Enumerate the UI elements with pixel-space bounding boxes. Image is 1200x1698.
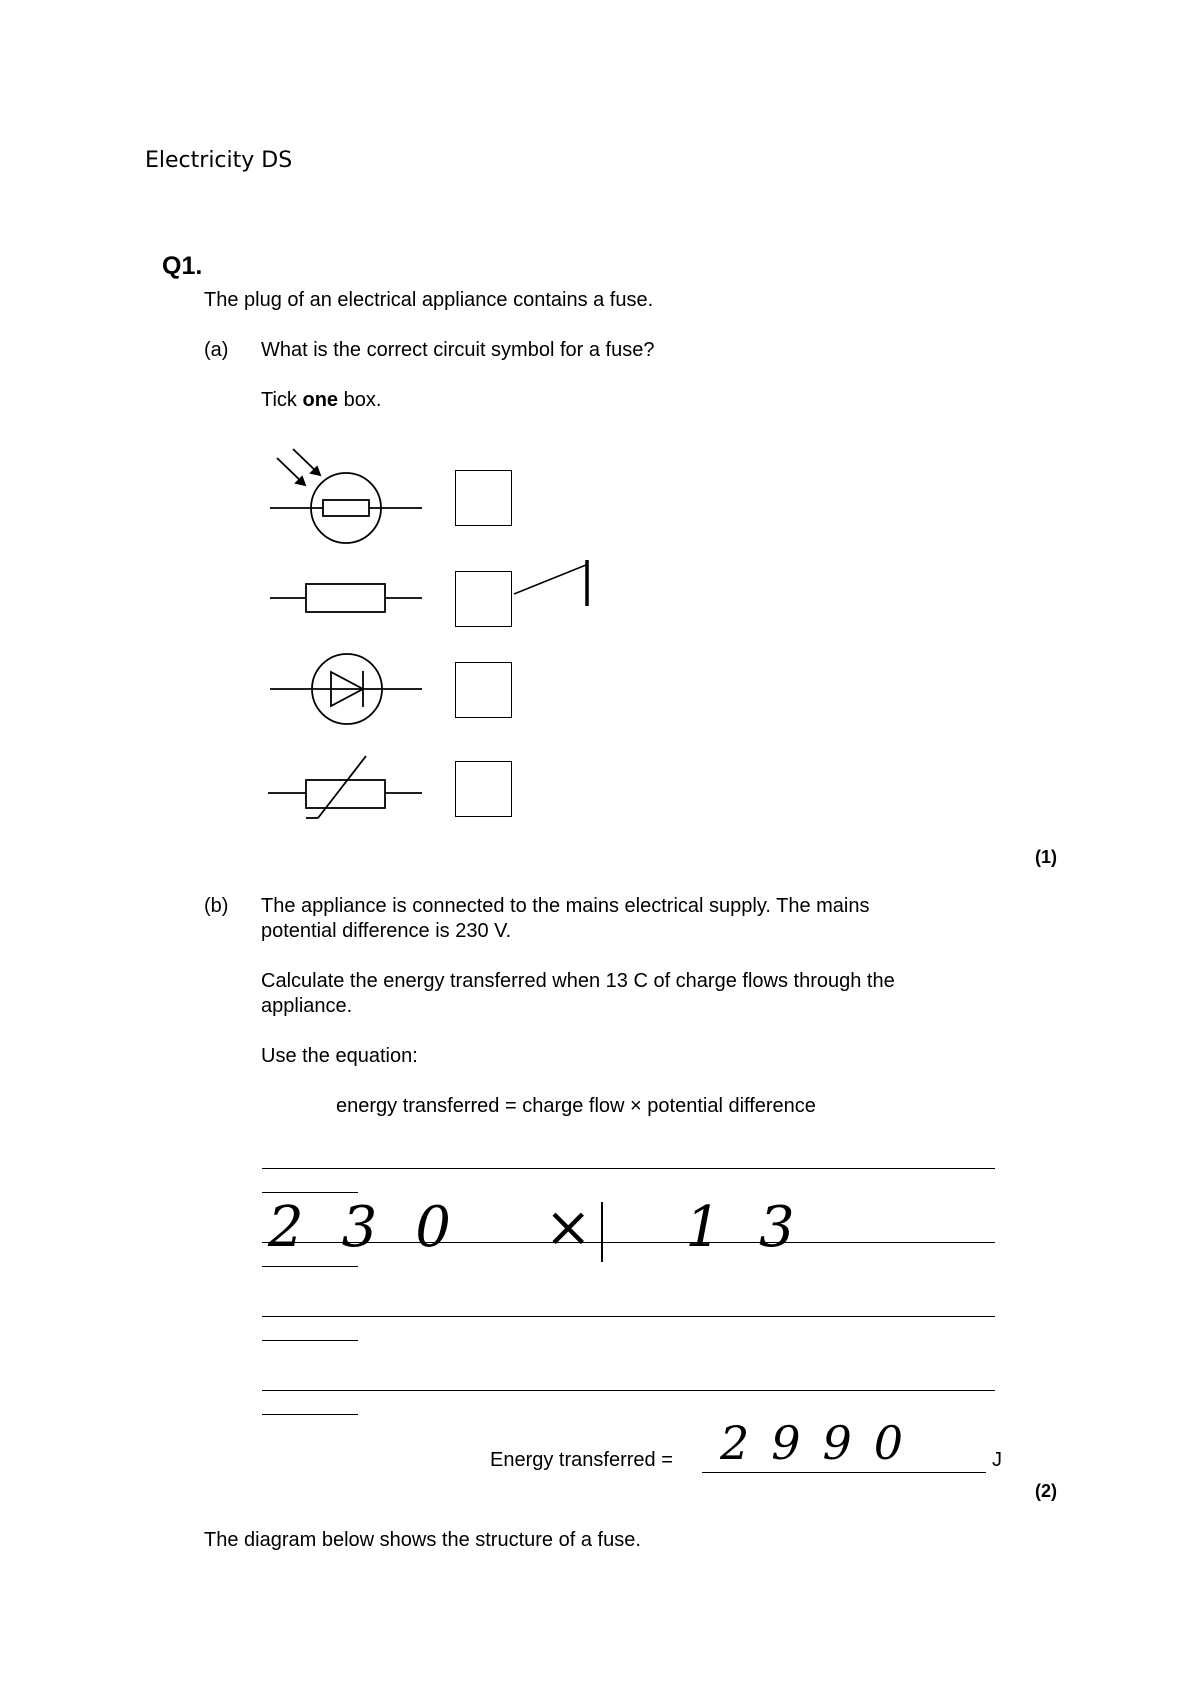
part-b-calc-2: appliance. xyxy=(261,995,353,1017)
part-b-label: (b) xyxy=(204,895,229,917)
handwritten-working: 230 × 13 xyxy=(268,1195,833,1260)
instruction-pre: Tick xyxy=(261,389,303,411)
part-b-text-1: The appliance is connected to the mains electrical supply. The mains xyxy=(261,895,870,917)
part-b-calc-1: Calculate the energy transferred when 13 C of charge flows through the xyxy=(261,970,895,992)
diagram-intro: The diagram below shows the structure of a fuse. xyxy=(204,1529,641,1551)
instruction-post: box. xyxy=(338,389,382,411)
equation-text: energy transferred = charge flow × potential difference xyxy=(336,1095,816,1117)
use-equation-label: Use the equation: xyxy=(261,1045,418,1067)
document-header: Electricity DS xyxy=(145,148,293,173)
answer-label: Energy transferred = xyxy=(490,1449,673,1471)
part-b-text-2: potential difference is 230 V. xyxy=(261,920,512,942)
part-b-marks: (2) xyxy=(1035,1481,1057,1501)
answer-unit: J xyxy=(992,1449,1002,1471)
part-a-marks: (1) xyxy=(1035,847,1057,867)
instruction-bold: one xyxy=(302,389,339,411)
question-number: Q1. xyxy=(162,252,203,280)
part-a-label: (a) xyxy=(204,339,229,361)
handwritten-answer: 2990 xyxy=(720,1416,926,1470)
part-a-question: What is the correct circuit symbol for a fuse? xyxy=(261,339,655,361)
question-intro: The plug of an electrical appliance contains a fuse. xyxy=(204,289,654,311)
